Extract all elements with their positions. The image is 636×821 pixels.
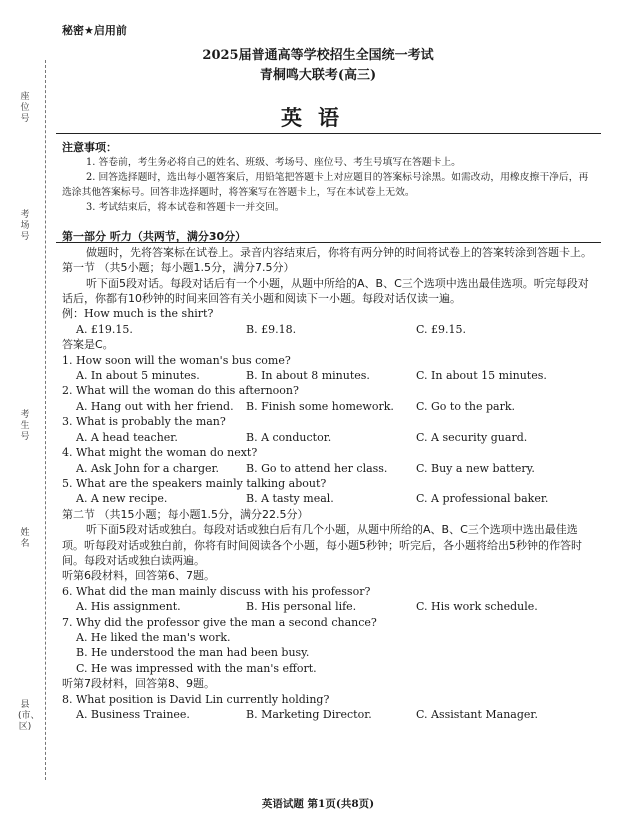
option-c: C. A security guard. bbox=[416, 430, 528, 444]
note-item-1: 1. 答卷前，考生务必将自己的姓名、班级、考场号、座位号、考生号填写在答题卡上。 bbox=[86, 157, 461, 169]
option-b: B. Marketing Director. bbox=[246, 708, 372, 721]
option-c: C. In about 15 minutes. bbox=[416, 369, 547, 383]
option-b: B. A conductor. bbox=[246, 430, 332, 444]
exam-subtitle: 青桐鸣大联考(高三) bbox=[259, 68, 377, 83]
side-label-county: 县(市、区) bbox=[18, 700, 40, 732]
option-a: A. A head teacher. bbox=[76, 430, 178, 444]
part1-intro: 做题时，先将答案标在试卷上。录音内容结束后，你将有两分钟的时间将试卷上的答案转涂到答题卡上。 bbox=[86, 245, 592, 259]
option-a: A. In about 5 minutes. bbox=[76, 369, 200, 383]
subject-title: 英语 bbox=[281, 106, 355, 130]
notes-heading: 注意事项： bbox=[62, 141, 117, 154]
side-label-examinee-no: 考生号 bbox=[20, 410, 30, 442]
side-label-seat: 座位号 bbox=[20, 92, 30, 124]
question-2-options bbox=[62, 399, 598, 414]
exam-title: 2025届普通高等学校招生全国统一考试 bbox=[202, 48, 434, 63]
side-label-name: 姓名 bbox=[20, 528, 30, 549]
option-b: B. Finish some homework. bbox=[246, 399, 394, 413]
example-answer: 答案是C。 bbox=[62, 338, 114, 352]
option-b: B. A tasty meal. bbox=[246, 492, 334, 506]
confidential-mark: 秘密★启用前 bbox=[62, 24, 127, 37]
exam-content bbox=[62, 140, 598, 722]
option-b: B. £9.18. bbox=[246, 322, 297, 336]
option-c: C. A professional baker. bbox=[416, 492, 549, 506]
example-question: 例：How much is the shirt? bbox=[62, 307, 214, 321]
question-4: 4. What might the woman do next? bbox=[62, 446, 258, 460]
part1-heading: 第一部分 听力（共两节，满分30分） bbox=[62, 230, 247, 244]
option-a: A. Business Trainee. bbox=[76, 708, 190, 721]
question-3-options bbox=[62, 430, 598, 445]
question-3: 3. What is probably the man? bbox=[62, 415, 226, 429]
question-5-options bbox=[62, 491, 598, 506]
option-b: B. Go to attend her class. bbox=[246, 461, 388, 475]
option-c: C. £9.15. bbox=[416, 322, 467, 336]
section1-intro: 听下面5段对话。每段对话后有一个小题，从题中所给的A、B、C三个选项中选出最佳选项。听完每段对话后，你都有10秒钟的时间来回答有关小题和阅读下一小题。每段对话仅读一遍。 bbox=[62, 276, 589, 306]
material-6-note: 听第6段材料，回答第6、7题。 bbox=[62, 569, 215, 583]
note-item-2: 2. 回答选择题时，选出每小题答案后，用铅笔把答题卡上对应题目的答案标号涂黑。如需改动，用橡皮擦干净后，再选涂其他答案标号。回答非选择题时，将答案写在答题卡上，写在本试卷上无效。 bbox=[62, 172, 589, 199]
option-c: C. His work schedule. bbox=[416, 600, 538, 614]
question-7-option-b: B. He understood the man had been busy. bbox=[76, 646, 310, 660]
option-c: C. Assistant Manager. bbox=[416, 708, 538, 721]
option-c: C. Buy a new battery. bbox=[416, 461, 535, 475]
question-7-option-a: A. He liked the man's work. bbox=[76, 630, 231, 644]
question-1: 1. How soon will the woman's bus come? bbox=[62, 353, 291, 367]
section1-heading: 第一节 （共5小题；每小题1.5分，满分7.5分） bbox=[62, 261, 295, 275]
top-divider bbox=[56, 133, 601, 134]
option-a: A. His assignment. bbox=[76, 600, 181, 614]
question-8-options bbox=[62, 707, 598, 722]
section2-intro: 听下面5段对话或独白。每段对话或独白后有几个小题，从题中所给的A、B、C三个选项中选出最佳选项。听每段对话或独白前，你将有时间阅读各个小题，每小题5秒钟；听完后，各小题将给出5秒钟的作答时间。每段对话或独白读两遍。 bbox=[62, 523, 582, 567]
option-c: C. Go to the park. bbox=[416, 399, 515, 413]
question-2: 2. What will the woman do this afternoon? bbox=[62, 384, 299, 398]
option-a: A. Hang out with her friend. bbox=[76, 399, 234, 413]
option-b: B. In about 8 minutes. bbox=[246, 369, 370, 383]
section2-heading: 第二节 （共15小题；每小题1.5分，满分22.5分） bbox=[62, 507, 309, 521]
question-5: 5. What are the speakers mainly talking about? bbox=[62, 476, 327, 490]
option-a: A. Ask John for a charger. bbox=[76, 461, 220, 475]
question-6: 6. What did the man mainly discuss with his professor? bbox=[62, 584, 371, 598]
question-6-options bbox=[62, 599, 598, 614]
question-8: 8. What position is David Lin currently holding? bbox=[62, 692, 330, 706]
option-b: B. His personal life. bbox=[246, 600, 357, 614]
question-1-options bbox=[62, 368, 598, 383]
question-7: 7. Why did the professor give the man a second chance? bbox=[62, 615, 377, 629]
question-4-options bbox=[62, 461, 598, 476]
binding-line bbox=[45, 60, 46, 780]
example-options bbox=[62, 322, 598, 337]
question-7-option-c: C. He was impressed with the man's effort. bbox=[76, 661, 317, 675]
option-a: A. A new recipe. bbox=[76, 492, 168, 506]
option-a: A. £19.15. bbox=[76, 322, 133, 336]
side-label-room: 考场号 bbox=[20, 210, 30, 242]
material-7-note: 听第7段材料，回答第8、9题。 bbox=[62, 677, 215, 691]
note-item-3: 3. 考试结束后，将本试卷和答题卡一并交回。 bbox=[86, 202, 285, 214]
page-footer: 英语试题 第1页(共8页) bbox=[261, 798, 375, 810]
